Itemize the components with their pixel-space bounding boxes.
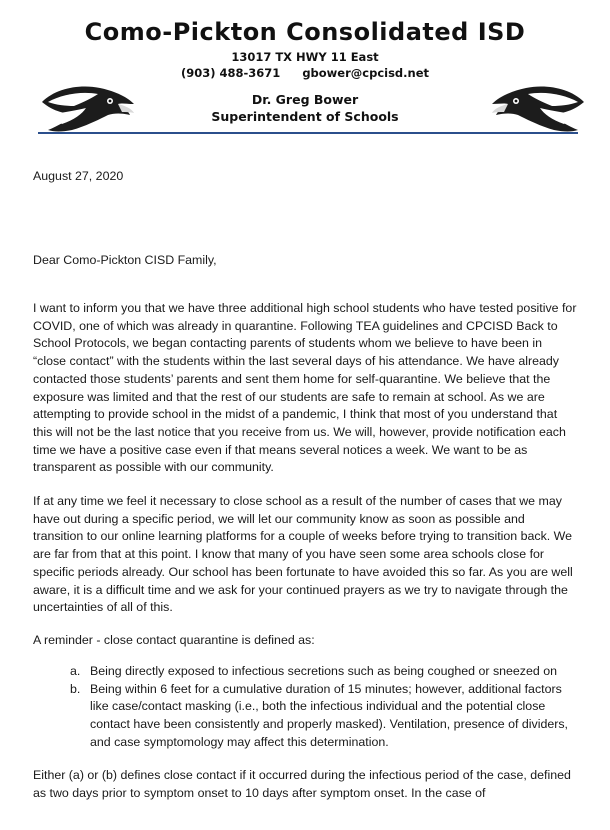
letter-date: August 27, 2020: [33, 169, 124, 183]
eagle-head-icon: [488, 82, 588, 134]
list-item: [62, 663, 582, 681]
body-paragraph: A reminder - close contact quarantine is defined as:: [33, 633, 315, 647]
superintendent-title: Superintendent of Schools: [211, 109, 399, 124]
body-paragraph: If at any time we feel it necessary to close school as a result of the number of cases that we may have out during a specific period, we will let our community know as soon as possible and transition to our online learning platforms for a couple of weeks before trying to transition back. We are far from that at this point. I know that many of you have seen some area schools close for specific periods already. Our school has been fortunate to have avoided this so far. As you are well aware, it is a difficult time and we ask for your continued prayers as we try to navigate through the uncertainties of all of this.: [33, 494, 573, 615]
letterhead-divider: [38, 132, 578, 134]
close-contact-definition-list: [62, 663, 582, 752]
eagle-head-icon: [38, 82, 138, 134]
body-paragraph: I want to inform you that we have three additional high school students who have tested positive for COVID, one of which was already in quarantine. Following TEA guidelines and CPCISD Back to School Protocols, we began contacting parents of students whom we believe to have been in “close contact” with the students within the last several days of his attendance. We have already contacted those students’ parents and sent them home for self-quarantine. We believe that the exposure was limited and that the rest of our students are safe to remain at school. As we are attempting to provide school in the midst of a pandemic, I think that most of you understand that this will not be the last notice that you receive from us. We will, however, provide notification each time we have a positive case even if that means several notices a week. We want to be as transparent as possible with our community.: [33, 301, 577, 475]
list-marker: b.: [70, 681, 81, 696]
district-address: 13017 TX HWY 11 East: [231, 50, 379, 64]
contact-line: [0, 66, 610, 80]
list-item-text: Being within 6 feet for a cumulative duration of 15 minutes; however, additional factors like case/contact masking (i.e., both the infectious individual and the potential close contact have been consistently and properly masked). Ventilation, presence of dividers, and case symptomology may affect this determination.: [90, 681, 569, 749]
list-item-text: Being directly exposed to infectious secretions such as being coughed or sneezed on: [90, 664, 558, 678]
superintendent-name: Dr. Greg Bower: [251, 92, 359, 107]
district-name: Como-Pickton Consolidated ISD: [84, 18, 526, 46]
district-phone: (903) 488-3671: [180, 66, 281, 80]
body-paragraph: Either (a) or (b) defines close contact if it occurred during the infectious period of the case, defined as two days prior to symptom onset to 10 days after symptom onset. In the case of: [33, 768, 571, 800]
list-item: [62, 681, 582, 752]
letter-salutation: Dear Como-Pickton CISD Family,: [33, 253, 217, 267]
list-marker: a.: [70, 664, 81, 678]
district-email[interactable]: gbower@cpcisd.net: [302, 66, 430, 80]
